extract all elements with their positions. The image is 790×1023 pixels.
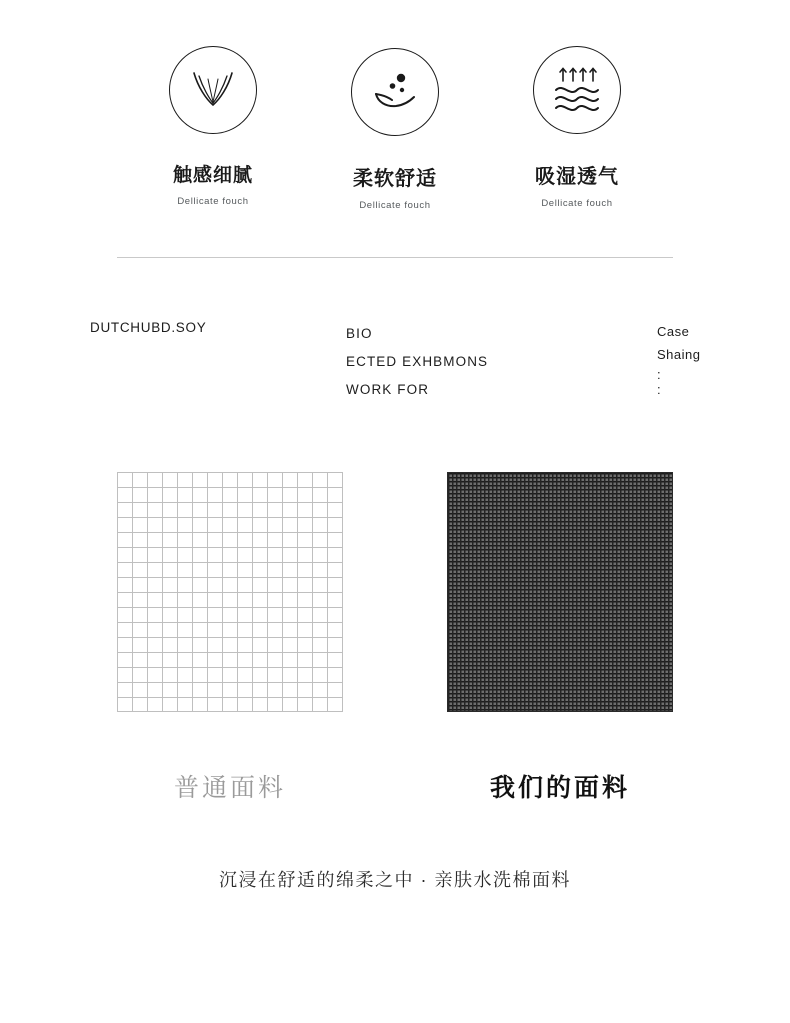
- info-line: WORK FOR: [346, 382, 430, 397]
- feature-icon-circle: [169, 46, 257, 134]
- feature-icon-circle: [533, 46, 621, 134]
- info-column-middle: [346, 320, 488, 404]
- feature-title: 吸湿透气: [535, 166, 619, 188]
- feature-icon-circle: [351, 48, 439, 136]
- fabric-pinch-icon: [182, 59, 244, 121]
- info-dots-second: :: [657, 382, 662, 397]
- feature-item-touch: [153, 46, 273, 207]
- info-column-left: [90, 320, 206, 335]
- info-line: Shaing: [657, 347, 701, 362]
- our-fabric-swatch: [447, 472, 673, 712]
- feature-item-breathable: [517, 46, 637, 209]
- feature-title: 柔软舒适: [353, 168, 437, 190]
- fabric-ours: [447, 472, 673, 804]
- ordinary-fabric-swatch: [117, 472, 343, 712]
- feature-highlights: [0, 0, 790, 211]
- feature-item-soft: [335, 48, 455, 211]
- brand-label: DUTCHUBD.SOY: [90, 320, 207, 335]
- hand-softness-icon: [364, 61, 426, 123]
- section-divider-wrap: [0, 257, 790, 258]
- info-line: Case: [657, 324, 690, 339]
- fabric-ordinary: [117, 472, 343, 804]
- info-line: ECTED EXHBMONS: [346, 354, 489, 369]
- info-column-right: [657, 320, 700, 396]
- fabric-caption: 普通面料: [173, 774, 286, 802]
- info-text-block: [0, 320, 790, 460]
- footer-slogan: 沉浸在舒适的绵柔之中 · 亲肤水洗棉面料: [219, 870, 571, 890]
- feature-subtitle: Dellicate fouch: [359, 200, 431, 211]
- info-dots: :: [657, 367, 662, 382]
- feature-subtitle: Dellicate fouch: [177, 196, 249, 207]
- feature-subtitle: Dellicate fouch: [541, 198, 613, 209]
- fabric-comparison: [0, 472, 790, 804]
- breathable-waves-icon: [546, 59, 608, 121]
- fabric-caption: 我们的面料: [489, 774, 630, 802]
- section-divider: [117, 257, 673, 258]
- info-line: BIO: [346, 326, 373, 341]
- feature-title: 触感细腻: [172, 165, 253, 186]
